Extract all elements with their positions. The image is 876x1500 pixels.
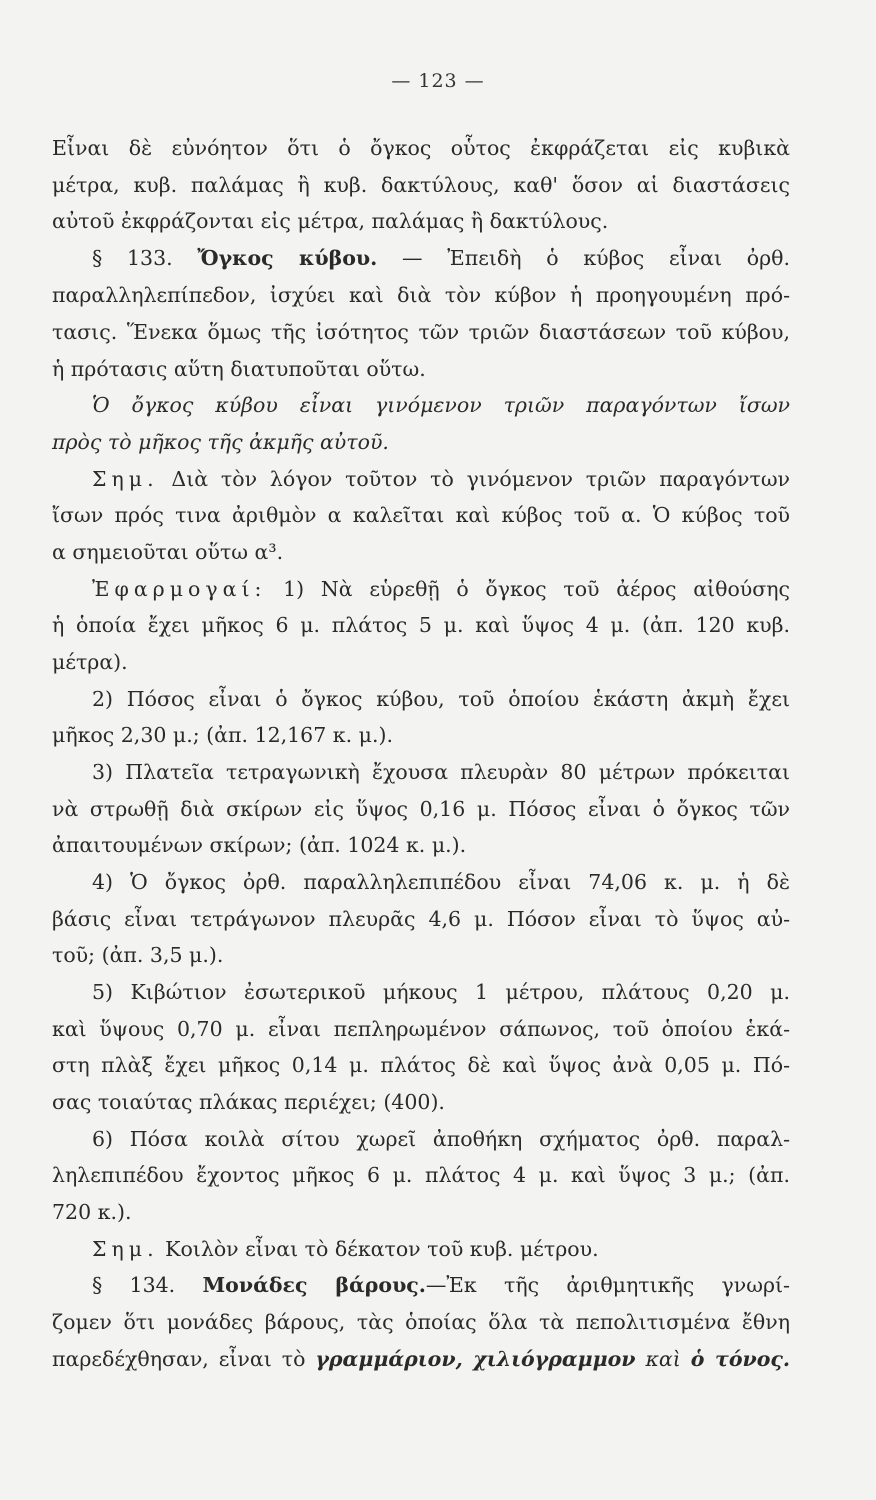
- text-span: μέτρα, κυβ. παλάμας ἢ κυβ. δακτύλους, καθ' ὅσον αἱ διαστάσεις: [52, 173, 790, 197]
- text-span: 6) Πόσα κοιλὰ σίτου χωρεῖ ἀποθήκη σχήματος ὀρθ. παραλ-: [92, 1127, 790, 1151]
- text-span: ἡ ὁποία ἔχει μῆκος 6 μ. πλάτος 5 μ. καὶ ὕψος 4 μ. (ἀπ. 120 κυβ.: [52, 613, 790, 637]
- text-span: 5) Κιβώτιον ἐσωτερικοῦ μήκους 1 μέτρου, πλάτους 0,20 μ.: [92, 980, 790, 1004]
- text-span: καὶ: [635, 1347, 691, 1371]
- section-title: Μονάδες βάρους.: [202, 1273, 426, 1297]
- emphasis-span: ὁ τόνος.: [690, 1347, 791, 1371]
- theorem-line: [52, 427, 790, 457]
- text-span: ἡ πρότασις αὕτη διατυποῦται οὕτω.: [52, 357, 426, 381]
- text-span: τοῦ; (ἀπ. 3,5 μ.).: [52, 943, 224, 967]
- note-line: [92, 464, 790, 494]
- text-span: μῆκος 2,30 μ.; (ἀπ. 12,167 κ. μ.).: [52, 723, 393, 747]
- text-span: ζομεν ὅτι μονάδες βάρους, τὰς ὁποίας ὅλα τὰ πεπολιτισμένα ἔθνη: [52, 1310, 790, 1334]
- text-span: καὶ ὕψους 0,70 μ. εἶναι πεπληρωμένον σάπωνος, τοῦ ὁποίου ἑκά-: [52, 1017, 790, 1041]
- text-span: 2) Πόσος εἶναι ὁ ὄγκος κύβου, τοῦ ὁποίου ἑκάστη ἀκμὴ ἔχει: [92, 687, 790, 711]
- text-line: [52, 647, 790, 677]
- text-line: [52, 1197, 790, 1227]
- text-line: [52, 133, 790, 163]
- text-line: [52, 537, 790, 567]
- text-line: [52, 720, 790, 750]
- section-number: § 133.: [92, 246, 198, 270]
- text-line: [52, 170, 790, 200]
- text-span: —Ἐκ τῆς ἀριθμητικῆς γνωρί-: [425, 1273, 790, 1297]
- page-number: — 123 —: [391, 70, 485, 92]
- text-span: ληλεπιπέδου ἔχοντος μῆκος 6 μ. πλάτος 4 μ. καὶ ὕψος 3 μ.; (ἀπ.: [52, 1163, 790, 1187]
- text-span: — Ἐπειδὴ ὁ κύβος εἶναι ὀρθ.: [377, 246, 791, 270]
- text-span: α σημειοῦται οὕτω α³.: [52, 540, 284, 564]
- text-line: [52, 1050, 790, 1080]
- text-line: [52, 500, 790, 530]
- note-label: Σημ.: [92, 467, 159, 491]
- text-span: 1) Νὰ εὑρεθῇ ὁ ὄγκος τοῦ ἀέρος αἰθούσης: [266, 577, 790, 601]
- text-line: [52, 940, 790, 970]
- text-span: τασις. Ἕνεκα ὅμως τῆς ἰσότητος τῶν τριῶν διαστάσεων τοῦ κύβου,: [52, 320, 790, 344]
- text-span: πρὸς τὸ μῆκος τῆς ἀκμῆς αὐτοῦ.: [52, 430, 389, 454]
- section-heading-134: [92, 1270, 790, 1300]
- text-span: στη πλὰξ ἔχει μῆκος 0,14 μ. πλάτος δὲ καὶ ὕψος ἀνὰ 0,05 μ. Πό-: [52, 1053, 790, 1077]
- text-line: [52, 354, 790, 384]
- note-line: [92, 1234, 790, 1264]
- theorem-line: [92, 390, 790, 420]
- exercise-line: [92, 867, 790, 897]
- exercise-line: [92, 1124, 790, 1154]
- text-line: [52, 830, 790, 860]
- note-label: Σημ.: [92, 1237, 159, 1261]
- text-line: [52, 206, 790, 236]
- exercise-line: [92, 574, 790, 604]
- emphasis-span: γραμμάριον, χιλιόγραμμον: [315, 1347, 636, 1371]
- section-title: Ὄγκος κύβου.: [197, 246, 378, 270]
- text-span: παραλληλεπίπεδον, ἰσχύει καὶ διὰ τὸν κύβον ἡ προηγουμένη πρό-: [52, 283, 790, 307]
- text-span: Ὁ ὄγκος κύβου εἶναι γινόμενον τριῶν παραγόντων ἴσων: [92, 393, 790, 417]
- text-span: 3) Πλατεῖα τετραγωνικὴ ἔχουσα πλευρὰν 80 μέτρων πρόκειται: [92, 760, 790, 784]
- text-line: [52, 1160, 790, 1190]
- text-line: [52, 904, 790, 934]
- text-span: βάσις εἶναι τετράγωνον πλευρᾶς 4,6 μ. Πόσον εἶναι τὸ ὕψος αὐ-: [52, 907, 790, 931]
- text-span: Εἶναι δὲ εὐνόητον ὅτι ὁ ὄγκος οὗτος ἐκφράζεται εἰς κυβικὰ: [52, 136, 790, 160]
- exercise-line: [92, 684, 790, 714]
- text-line: [52, 1344, 790, 1374]
- text-span: μέτρα).: [52, 650, 128, 674]
- text-span: 4) Ὁ ὄγκος ὀρθ. παραλληλεπιπέδου εἶναι 74,06 κ. μ. ἡ δὲ: [92, 870, 790, 894]
- text-span: παρεδέχθησαν, εἶναι τὸ: [52, 1347, 316, 1371]
- text-line: [52, 794, 790, 824]
- text-span: 720 κ.).: [52, 1200, 132, 1224]
- text-line: [52, 280, 790, 310]
- text-span: Διὰ τὸν λόγον τοῦτον τὸ γινόμενον τριῶν παραγόντων: [158, 467, 790, 491]
- text-span: νὰ στρωθῇ διὰ σκίρων εἰς ὕψος 0,16 μ. Πόσος εἶναι ὁ ὄγκος τῶν: [52, 797, 790, 821]
- text-span: ἴσων πρός τινα ἀριθμὸν α καλεῖται καὶ κύβος τοῦ α. Ὁ κύβος τοῦ: [52, 503, 790, 527]
- text-span: Κοιλὸν εἶναι τὸ δέκατον τοῦ κυβ. μέτρου.: [158, 1237, 599, 1261]
- text-line: [52, 1014, 790, 1044]
- exercises-label: Ἐφαρμογαί:: [92, 577, 267, 601]
- text-line: [52, 610, 790, 640]
- text-span: αὐτοῦ ἐκφράζονται εἰς μέτρα, παλάμας ἢ δακτύλους.: [52, 209, 609, 233]
- exercise-line: [92, 977, 790, 1007]
- text-line: [52, 317, 790, 347]
- text-line: [52, 1087, 790, 1117]
- text-span: ἀπαιτουμένων σκίρων; (ἀπ. 1024 κ. μ.).: [52, 833, 467, 857]
- text-line: [52, 1307, 790, 1337]
- text-span: σας τοιαύτας πλάκας περιέχει; (400).: [52, 1090, 445, 1114]
- section-number: § 134.: [92, 1273, 203, 1297]
- exercise-line: [92, 757, 790, 787]
- section-heading-133: [92, 243, 790, 273]
